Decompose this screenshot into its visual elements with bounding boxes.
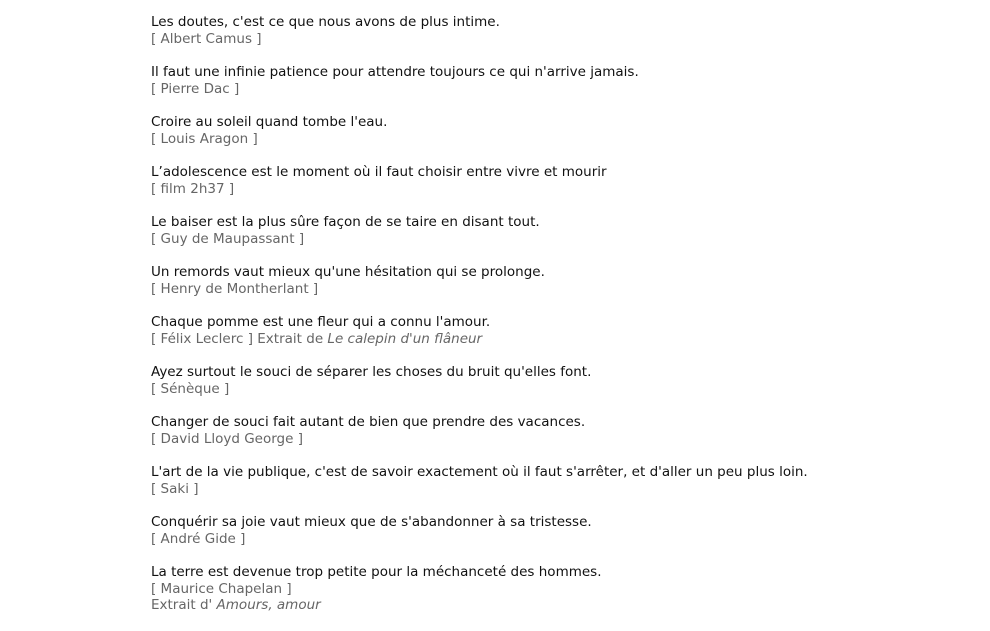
quote-text: Ayez surtout le souci de séparer les choses du bruit qu'elles font. [151, 364, 592, 380]
quote-text: Il faut une infinie patience pour attendre toujours ce qui n'arrive jamais. [151, 64, 639, 80]
quote-item [151, 414, 971, 447]
quote-text: La terre est devenue trop petite pour la méchanceté des hommes. [151, 564, 602, 580]
quote-item [151, 214, 971, 247]
quote-source [151, 597, 971, 614]
quote-author: [ Maurice Chapelan ] [151, 580, 292, 597]
source-work-title: Amours, amour [216, 597, 321, 613]
quote-text: L'art de la vie publique, c'est de savoir exactement où il faut s'arrêter, et d'aller un peu plus loin. [151, 464, 808, 480]
source-work-title: Le calepin d'un flâneur [327, 330, 483, 347]
quote-item [151, 264, 971, 297]
quote-author: [ Guy de Maupassant ] [151, 230, 305, 247]
quote-text: Le baiser est la plus sûre façon de se taire en disant tout. [151, 214, 540, 230]
quote-author: [ Albert Camus ] [151, 30, 262, 47]
quote-attribution [151, 331, 971, 348]
quote-author: [ Louis Aragon ] [151, 130, 258, 147]
quote-list [151, 14, 971, 631]
quote-item [151, 14, 971, 47]
quote-text: Un remords vaut mieux qu'une hésitation qui se prolonge. [151, 264, 545, 280]
quote-author: [ Saki ] [151, 480, 199, 497]
quote-item [151, 564, 971, 614]
quote-item [151, 514, 971, 547]
quote-text: Les doutes, c'est ce que nous avons de plus intime. [151, 14, 500, 30]
quote-author: [ Félix Leclerc ] [151, 330, 253, 347]
quote-author: [ Henry de Montherlant ] [151, 280, 319, 297]
source-prefix: Extrait de [252, 330, 328, 347]
quote-text: Chaque pomme est une fleur qui a connu l'amour. [151, 314, 491, 330]
source-prefix: Extrait d' [151, 597, 217, 613]
quote-item [151, 464, 971, 497]
quote-item [151, 114, 971, 147]
quote-item [151, 164, 971, 197]
quote-item [151, 364, 971, 397]
quote-text: Croire au soleil quand tombe l'eau. [151, 114, 388, 130]
quote-text: Changer de souci fait autant de bien que prendre des vacances. [151, 414, 586, 430]
quote-author: [ David Lloyd George ] [151, 430, 303, 447]
quote-item [151, 64, 971, 97]
quote-author: [ André Gide ] [151, 530, 246, 547]
quote-item [151, 314, 971, 347]
quote-text: L’adolescence est le moment où il faut choisir entre vivre et mourir [151, 164, 607, 180]
quote-author: [ Pierre Dac ] [151, 80, 240, 97]
quote-author: [ film 2h37 ] [151, 180, 235, 197]
quote-author: [ Sénèque ] [151, 380, 230, 397]
quote-text: Conquérir sa joie vaut mieux que de s'abandonner à sa tristesse. [151, 514, 592, 530]
